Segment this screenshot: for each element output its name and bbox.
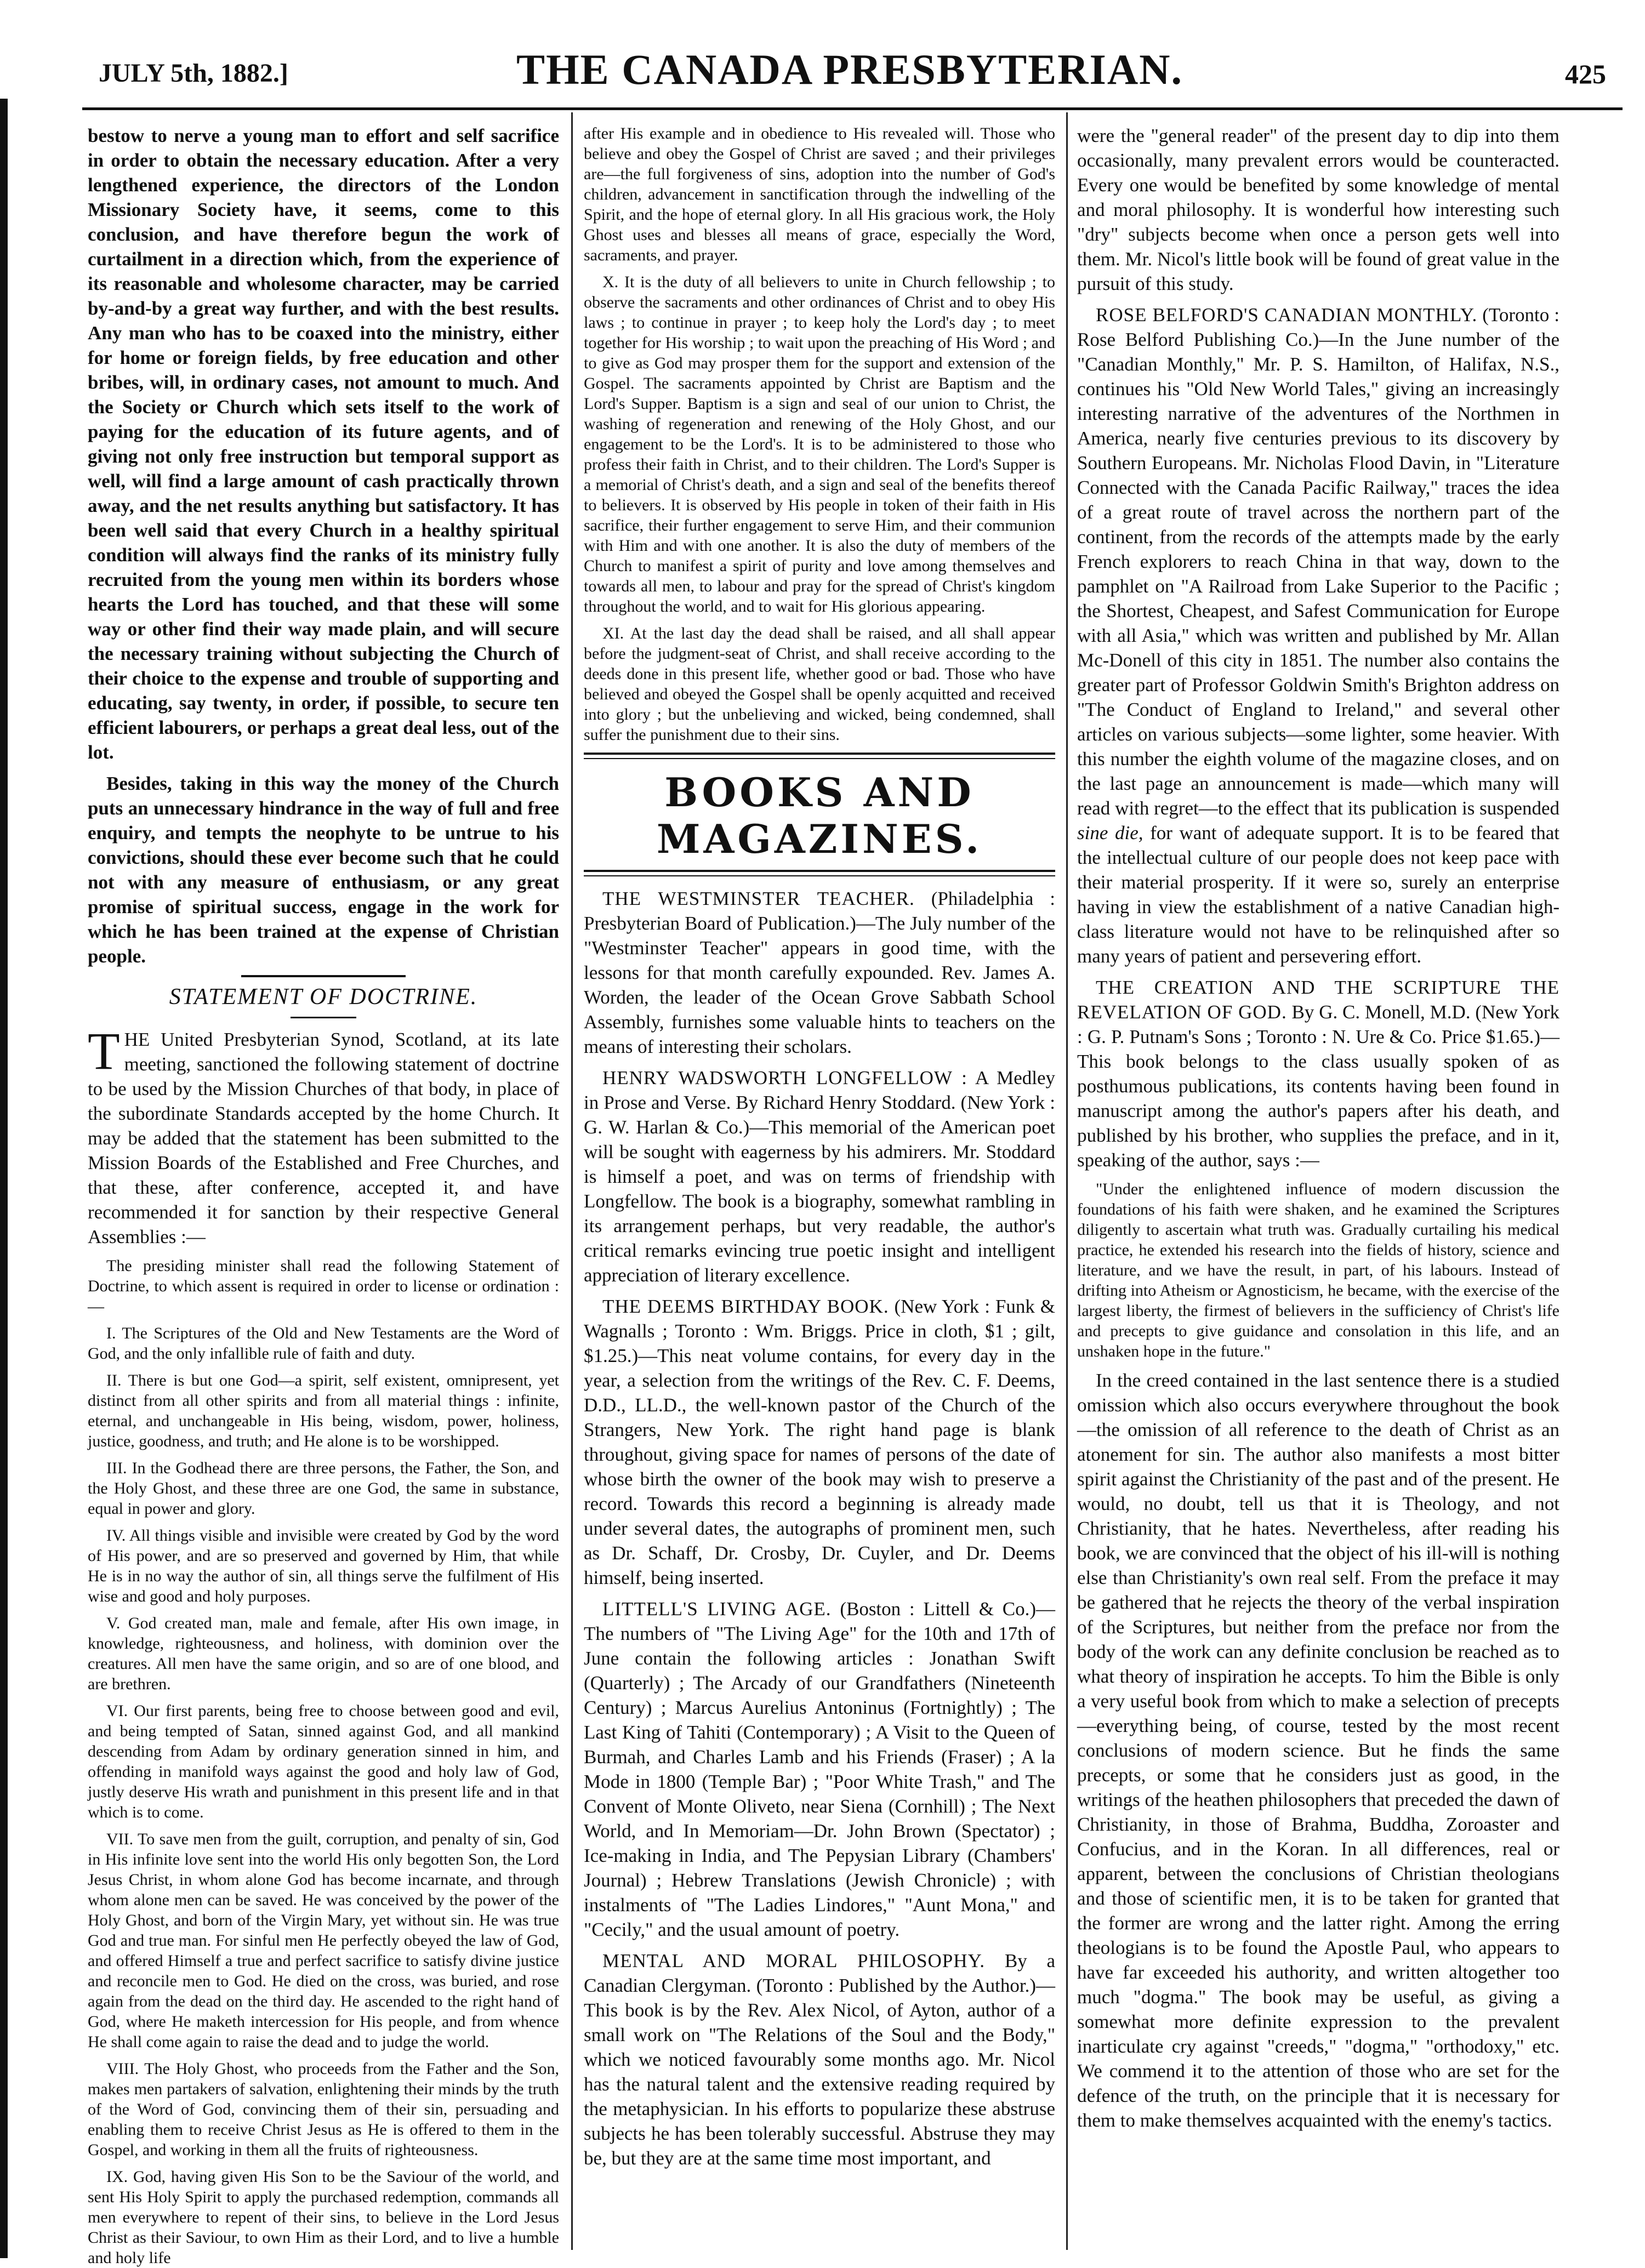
article-7: VII. To save men from the guilt, corruption, and penalty of sin, God in His infinite love sent into the world His only begotten Son, the Lord Jesus Christ, in whom alone God has become incarnate, and through whom alone men can be saved. He was conceived by the power of the Holy Ghost, and born of the Virgin Mary, yet without sin. He was true God and true man. For sinful men He perfectly obeyed the law of God, and offered Himself a true and perfect sacrifice to satisfy divine justice and reconcile men to God. He died on the cross, was buried, and rose again from the dead on the third day. He ascended to the right hand of God, where He maketh intercession for His people, and from whence He shall come again to raise the dead and to judge the world. (88, 1830, 559, 2051)
editorial-paragraph-2: Besides, taking in this way the money of the Church puts an unnecessary hindrance in the way of full and free enquiry, and tempts the neophyte to be untrue to his convictions, should these ever become such that he could not with any measure of enthusiasm, or any great promise of spiritual success, engage in the work for which he has been trained at the expense of Christian people. (88, 773, 559, 967)
review-longfellow: HENRY WADSWORTH LONGFELLOW : A Medley in Prose and Verse. By Richard Henry Stoddard. (New York : G. W. Harlan & Co.)—This memorial of the American poet will be sought with eagerness by his admirers. Mr. Stoddard is himself a poet, and was on terms of friendship with Longfellow. The book is a biography, somewhat rambling in its arrangement perhaps, but very readable, the author's critical remarks evincing true poetic insight and intelligent appreciation of literary excellence. (584, 1067, 1055, 1286)
column-3 (1077, 123, 1559, 2250)
review-creation: THE CREATION AND THE SCRIPTURE THE REVELATION OF GOD. By G. C. Monell, M.D. (New York : G. P. Putnam's Sons ; Toronto : N. Ure & Co. Price $1.65.)—This book belongs to the class usually spoken of as posthumous publications, its contents having been found in manuscript among the author's papers after his death, and published by his brother, who supplies the preface, and in it, speaking of the author, says :— (1077, 977, 1560, 1171)
section-rule (241, 975, 406, 977)
page-number: 425 (1565, 59, 1606, 89)
article-2: II. There is but one God—a spirit, self existent, omnipresent, yet distinct from all other spirits and from all material things : infinite, eternal, and unchangeable in His being, wisdom, power, holiness, justice, goodness, and truth; and He alone is to be worshipped. (88, 1371, 559, 1450)
page-header (77, 38, 1623, 99)
preface-quote: "Under the enlightened influence of modern discussion the foundations of his faith were shaken, and he examined the Scriptures diligently to ascertain what truth was. Gradually curtailing his medical practice, he extended his research into the fields of history, science and literature, and we have the result, in part, of his labours. Instead of drifting into Atheism or Agnosticism, he became, with the exercise of the largest liberty, the firmest of believers in the sufficiency of Christ's life and precepts to give guidance and consolation in this life, and an unshaken hope in the future." (1077, 1180, 1559, 1360)
column-separator-2 (1066, 112, 1068, 2250)
review-philosophy: MENTAL AND MORAL PHILOSOPHY. By a Canadian Clergyman. (Toronto : Published by the Author.)—This book is by the Rev. Alex Nicol, of Ayton, author of a small work on "The Relations of the Soul and the Body," which we noticed favourably some months ago. Mr. Nicol has the natural talent and the extensive reading required by the metaphysician. In his efforts to popularize these abstruse subjects he has been tolerably successful. Abstruse they may be, but they are at the same time most important, and (584, 1950, 1055, 2169)
article-9-continued: after His example and in obedience to His revealed will. Those who believe and obey the Gospel of Christ are saved ; and their privileges are—the full forgiveness of sins, adoption into the number of God's children, advancement in sanctification through the indwelling of the Spirit, and the hope of eternal glory. In all His gracious work, the Holy Ghost uses and blesses all means of grace, especially the Word, sacraments, and prayer. (584, 124, 1055, 264)
article-1: I. The Scriptures of the Old and New Testaments are the Word of God, and the only infallible rule of faith and duty. (88, 1324, 559, 1363)
article-6: VI. Our first parents, being free to choose between good and evil, and being tempted of Satan, sinned against God, and all mankind descending from Adam by ordinary generation sinned in him, and offending in manifold ways against the good and holy law of God, justly deserve His wrath and punishment in this present life and in that which is to come. (88, 1702, 559, 1821)
review-creation-commentary: In the creed contained in the last sentence there is a studied omission which also occurs everywhere throughout the book—the omission of all reference to the death of Christ as an atonement for sin. The author also manifests a most bitter spirit against the Christianity of the past and of the present. He would, no doubt, tell us that it is Theology, and not Christianity, that he hates. Nevertheless, after reading his book, we are convinced that the object of his ill-will is nothing else than Christianity's own real self. From the preface it may be gathered that he rejects the theory of the verbal inspiration of the Scriptures, but neither from the preface nor from the body of the work can any definite conclusion be reached as to what theory of inspiration he accepts. To him the Bible is only a very useful book from which to make a selection of precepts—everything being, of course, tested by the most recent conclusions of modern science. But he finds the same precepts, or some that he considers just as good, in the writings of the heathen philosophers that preceded the dawn of Christianity, in those of Brahma, Buddha, Zoroaster and Confucius, and in the Koran. In all differences, real or apparent, between the conclusions of Christian theologians and those of scientific men, it is to be taken for granted that the former are wrong and the latter right. Among the erring theologians is to be found the Apostle Paul, who appears to have far exceeded his authority, and written altogether too much "dogma." The book may be useful, as giving a somewhat more definite expression to the prevalent inarticulate cry against "creeds," "dogma," "orthodoxy," etc. We commend it to the attention of those who are set for the defence of the truth, on the principle that it is necessary for them to make themselves acquainted with the enemy's tactics. (1077, 1370, 1559, 2131)
section-double-rule (584, 753, 1055, 759)
article-8: VIII. The Holy Ghost, who proceeds from the Father and the Son, makes men partakers of salvation, enlightening their minds by the truth of the Word of God, convincing them of their sin, persuading and enabling them to receive Christ Jesus as He is offered to them in the Gospel, and working in them all the fruits of righteousness. (88, 2060, 559, 2159)
column-separator-1 (571, 112, 573, 2250)
review-deems: THE DEEMS BIRTHDAY BOOK. (New York : Funk & Wagnalls ; Toronto : Wm. Briggs. Price in cloth, $1 ; gilt, $1.25.)—This neat volume contains, for every day in the year, a selection from the writings of the Rev. C. F. Deems, D.D., LL.D., the well-known pastor of the Church of the Strangers, New York. The right hand page is blank throughout, giving space for names of persons of the date of whose birth the owner of the book may wish to preserve a record. Towards this record a beginning is already made under several dates, the autographs of prominent men, such as Dr. Schaff, Dr. Crosby, Dr. Cuyler, and Dr. Deems himself, being inserted. (584, 1296, 1056, 1588)
article-5: V. God created man, male and female, after His own image, in knowledge, righteousness, and holiness, with dominion over the creatures. All men have the same origin, and so are of one blood, and are brethren. (88, 1614, 559, 1693)
article-3: III. In the Godhead there are three persons, the Father, the Son, and the Holy Ghost, and these three are one God, the same in substance, equal in power and glory. (88, 1459, 559, 1518)
statement-heading: STATEMENT OF DOCTRINE. (169, 984, 478, 1010)
article-9: IX. God, having given His Son to be the Saviour of the world, and sent His Holy Spirit to apply the purchased redemption, commands all men everywhere to repent of their sins, to believe in the Lord Jesus Christ as their Saviour, to own Him as their Lord, and to live a humble and holy life (88, 2168, 559, 2267)
section-rule-short (291, 1017, 356, 1018)
issue-date: JULY 5th, 1882.] (99, 59, 288, 88)
review-westminster: THE WESTMINSTER TEACHER. (Philadelphia : Presbyterian Board of Publication.)—The July number of the "Westminster Teacher" appears in good time, with the lessons for that month carefully expounded. Rev. James A. Worden, the leader of the Ocean Grove Sabbath School Assembly, furnishes some valuable hints to teachers on the means of interesting their scholars. (584, 888, 1055, 1057)
editorial-paragraph: bestow to nerve a young man to effort and self sacrifice in order to obtain the necessary education. After a very lengthened experience, the directors of the London Missionary Society have, it seems, come to this conclusion, and have therefore begun the work of curtailment in a direction which, from the experience of its reasonable and wholesome character, may be carried by-and-by a great way further, and with the best results. Any man who has to be coaxed into the ministry, either for home or foreign fields, by free education and other bribes, will, in ordinary cases, not amount to much. And the Society or Church which sets itself to the work of paying for the education of its future agents, and of giving not only free instruction but temporal support as well, will find a large amount of cash practically thrown away, and the net results anything but satisfactory. It has been well said that every Church in a healthy spiritual condition will always find the ranks of its ministry fully recruited from the young men within its borders whose hearts the Lord has touched, and that these will some way or other find their way made plain, and will secure the necessary training without subjecting the Church of their choice to the expense and trouble of supporting and educating, say twenty, in order, if possible, to secure ten efficient labourers, or perhaps a great deal less, out of the lot. (88, 125, 559, 763)
newspaper-title: THE CANADA PRESBYTERIAN. (516, 45, 1183, 93)
books-magazines-heading: BOOKS AND MAGAZINES. (656, 769, 983, 862)
statement-preamble: The presiding minister shall read the following Statement of Doctrine, to which assent is required in order to license or ordination :— (88, 1257, 559, 1315)
drop-cap: T (88, 1022, 120, 1080)
review-littell: LITTELL'S LIVING AGE. (Boston : Littell & Co.)—The numbers of "The Living Age" for the 10th and 17th of June contain the following articles : Jonathan Swift (Quarterly) ; The Arcady of our Grandfathers (Nineteenth Century) ; Marcus Aurelius Antoninus (Fortnightly) ; The Last King of Tahiti (Contemporary) ; A Visit to the Queen of Burmah, and Charles Lamb and his Friends (Fraser) ; A la Mode in 1800 (Temple Bar) ; "Poor White Trash," and The Convent of Monte Oliveto, near Siena (Cornhill) ; The Next World, and In Memoriam—Dr. John Brown (Spectator) ; Ice-making in India, and The Pepysian Library (Chambers' Journal) ; Hebrew Translations (Jewish Chronicle) ; with instalments of "The Ladies Lindores," "Aunt Mona," and "Cecily," and the usual amount of poetry. (584, 1598, 1055, 1940)
article-4: IV. All things visible and invisible were created by God by the word of His power, and are so preserved and governed by Him, that while He is in no way the author of sin, all things serve the fulfilment of His wise and good and holy purposes. (88, 1526, 559, 1605)
philosophy-continued: were the "general reader" of the present day to dip into them occasionally, many prevalent errors would be counteracted. Every one would be benefited by some knowledge of mental and moral philosophy. It is wonderful how interesting such "dry" subjects become when once a person gets well into them. Mr. Nicol's little book will be found of great value in the pursuit of this study. (1077, 125, 1559, 294)
section-double-rule-bottom (584, 870, 1055, 876)
review-belford: ROSE BELFORD'S CANADIAN MONTHLY. (Toronto : Rose Belford Publishing Co.)—In the June number of the "Canadian Monthly," Mr. P. S. Hamilton, of Halifax, N.S., continues his "Old New World Tales," giving an increasingly interesting narrative of the adventures of the Northmen in America, nearly five centuries previous to its discovery by Southern Europeans. Mr. Nicholas Flood Davin, in "Literature Connected with the Canada Pacific Railway," traces the idea of a great route of travel across the northern part of the continent, from the records of the attempts made by the early French explorers to reach China in that way, down to the pamphlet on "A Railroad from Lake Superior to the Pacific ; the Shortest, Cheapest, and Safest Communication for Europe with all Asia," which was written and published by Mr. Allan Mc-Donell of this city in 1851. The number also contains the greater part of Professor Goldwin Smith's Brighton address on "The Conduct of England to Ireland," and several other articles on various subjects—some lighter, some heavier. With this number the eighth volume of the magazine closes, and on the last page an announcement is made—which many will read with regret—to the effect that its publication is suspended sine die, for want of adequate support. It is to be feared that the intellectual culture of our people does not keep pace with their material prosperity. If it were so, surely an enterprise having in view the establishment of a native Canadian high-class literature would not have to be relinquished after so many years of patient and persevering effort. (1077, 304, 1560, 967)
header-rule (82, 107, 1623, 110)
article-11: XI. At the last day the dead shall be raised, and all shall appear before the judgment-seat of Christ, and shall receive according to the deeds done in this present life, whether good or bad. Those who have believed and obeyed the Gospel shall be openly acquitted and received into glory ; but the unbelieving and wicked, being condemned, shall suffer the punishment due to their sins. (584, 624, 1055, 744)
statement-intro: THE United Presbyterian Synod, Scotland, at its late meeting, sanctioned the following statement of doctrine to be used by the Mission Churches of that body, in place of the subordinate Standards accepted by the home Church. It may be added that the statement has been submitted to the Mission Boards of the Established and Free Churches, and that these, after conference, accepted it, and have recommended it for sanction by their respective General Assemblies :— (88, 1022, 559, 1247)
scan-edge-shadow (0, 99, 8, 2258)
article-10: X. It is the duty of all believers to unite in Church fellowship ; to observe the sacraments and other ordinances of Christ and to obey His laws ; to continue in prayer ; to keep holy the Lord's day ; to meet together for His worship ; to wait upon the preaching of His Word ; and to give as God may prosper them for the support and extension of the Gospel. The sacraments appointed by Christ are Baptism and the Lord's Supper. Baptism is a sign and seal of our union to Christ, the washing of regeneration and renewing of the Holy Ghost, and our engagement to be the Lord's. It is to be administered to those who profess their faith in Christ, and to their children. The Lord's Supper is a memorial of Christ's death, and a sign and seal of the benefits thereof to believers. It is observed by His people in token of their faith in His sacrifice, their further engagement to serve Him, and their communion with Him and with one another. It is also the duty of members of the Church to manifest a spirit of purity and love among themselves and towards all men, to labour and pray for the spread of Christ's kingdom throughout the world, and to wait for His glorious appearing. (584, 273, 1055, 616)
column-2 (584, 123, 1055, 2250)
column-1 (88, 123, 559, 2267)
